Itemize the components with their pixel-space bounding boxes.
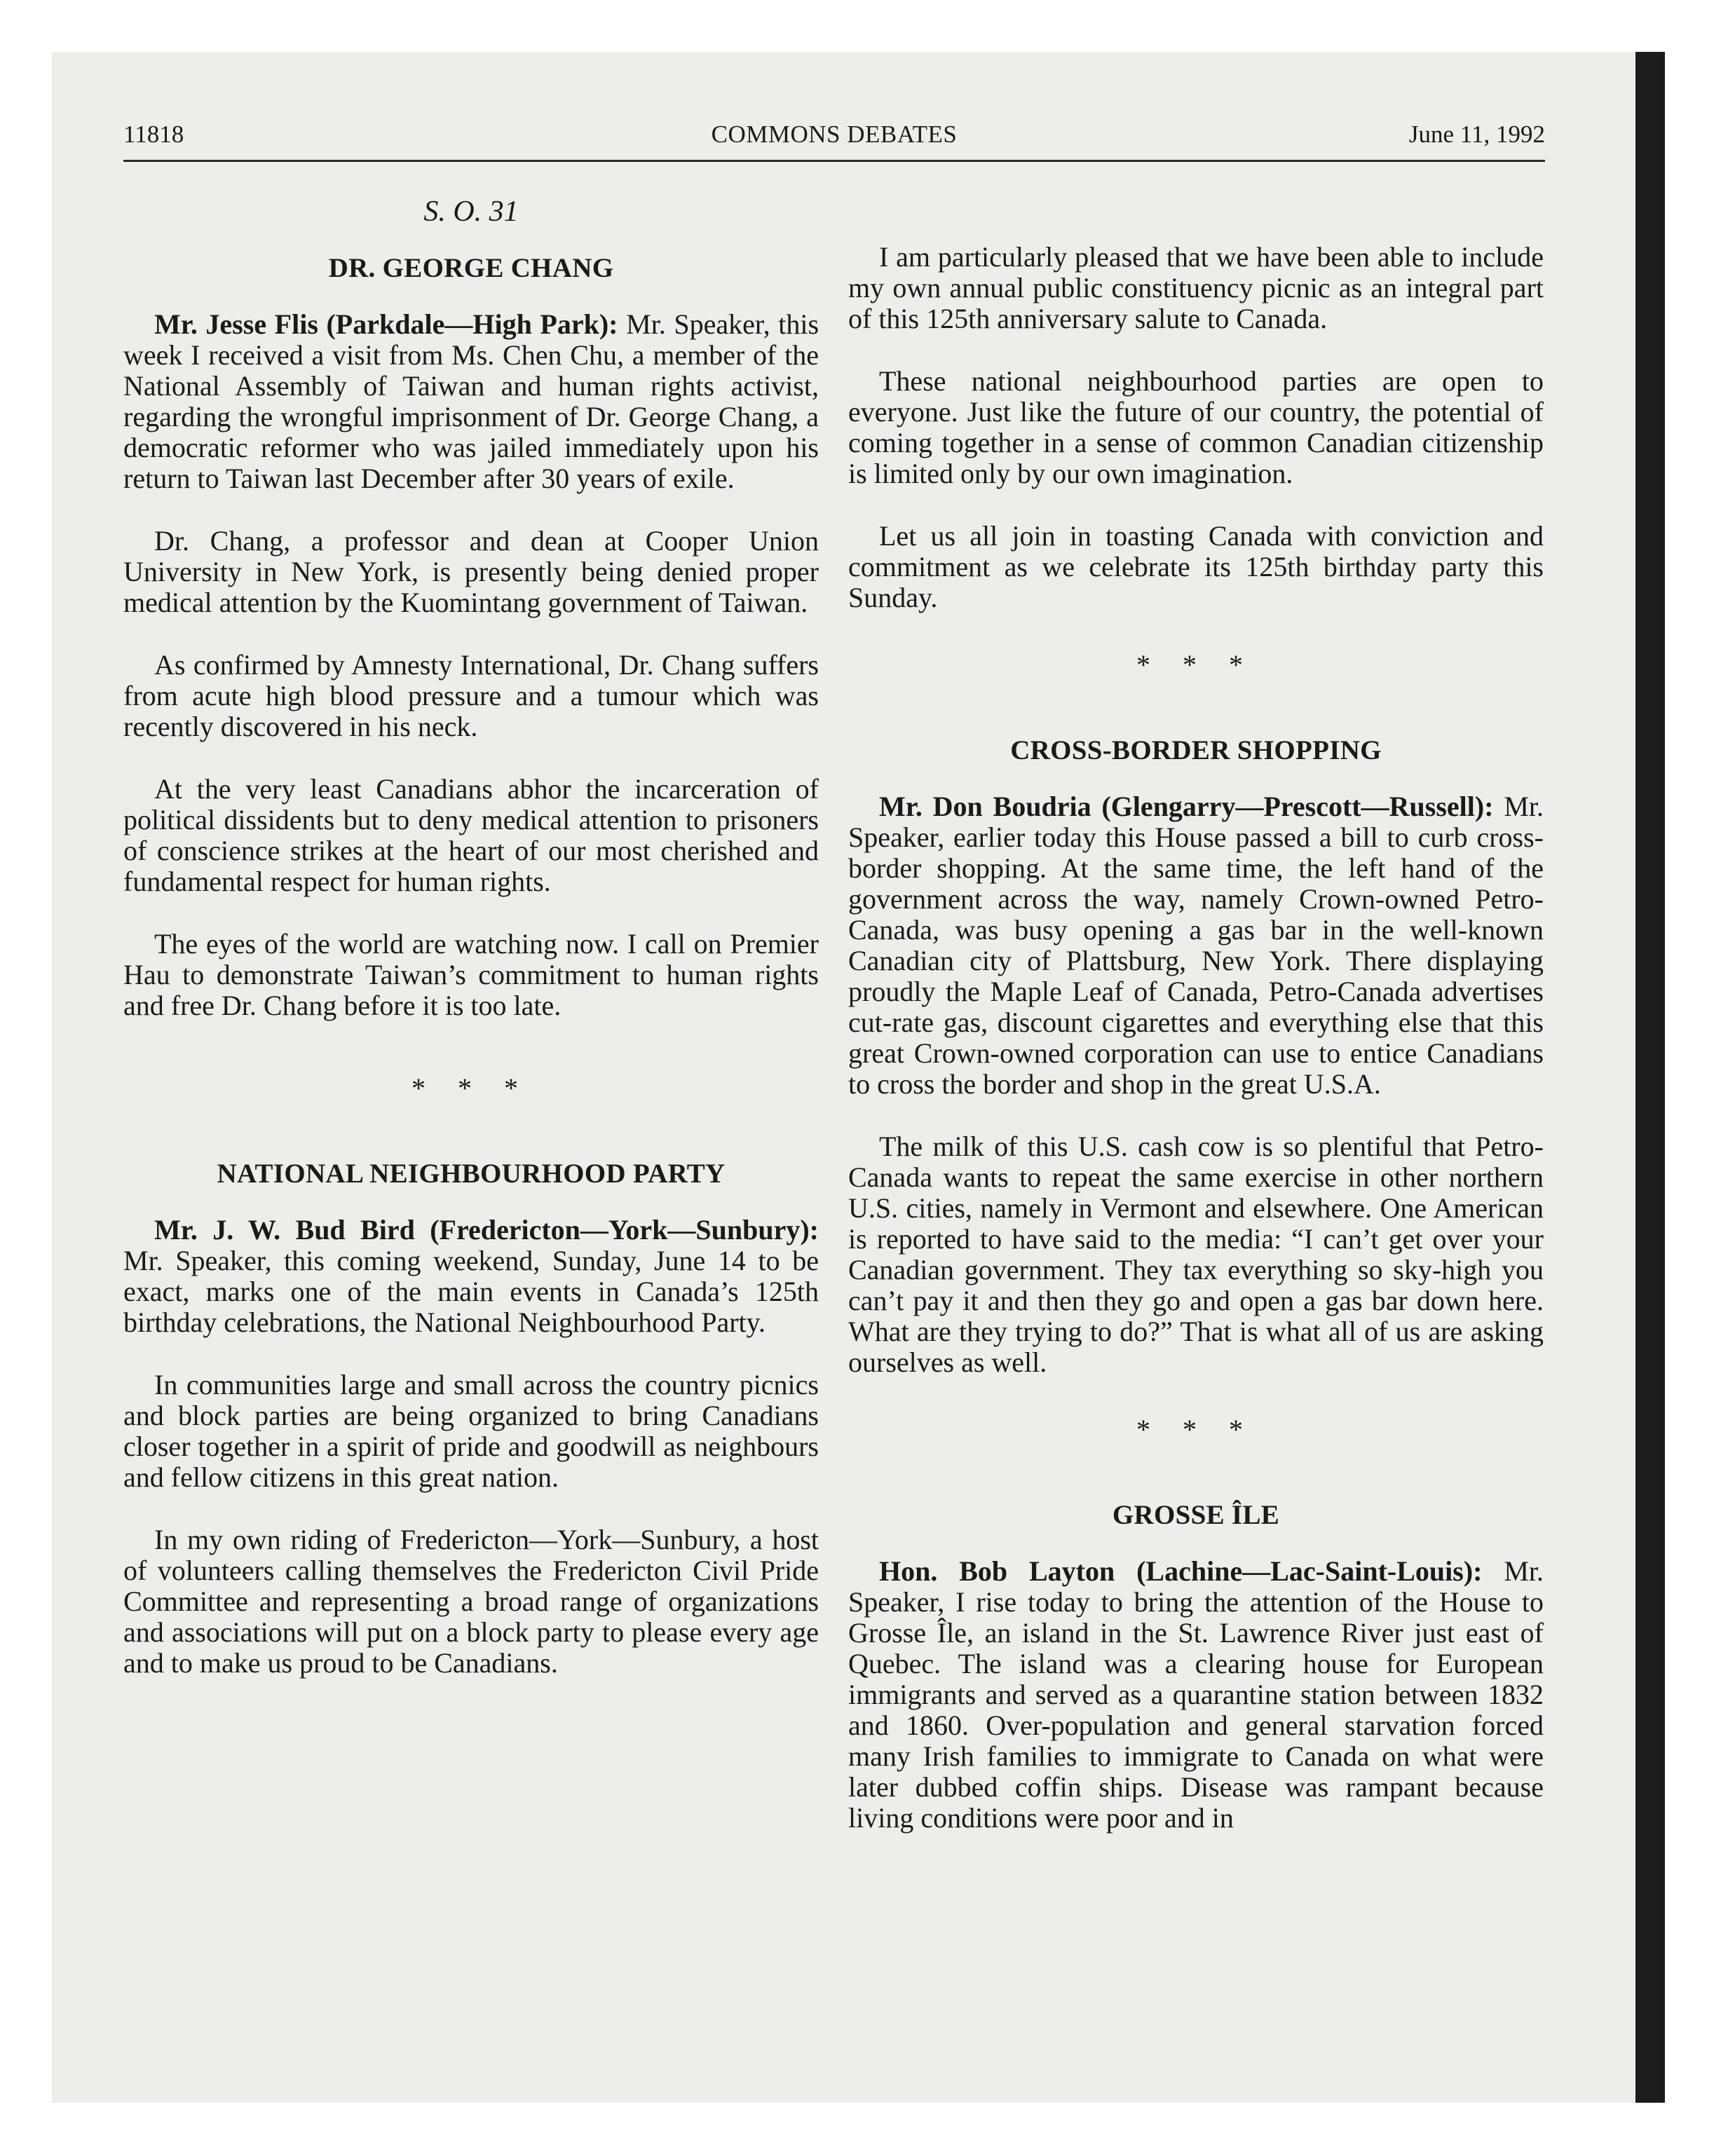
speaker-name: Hon. Bob Layton (Lachine—Lac-Saint-Louis):: [879, 1555, 1483, 1587]
paragraph: At the very least Canadians abhor the incarceration of political dissidents but to deny medical attention to prisoners of conscience strikes at the heart of our most cherished and fundamental respect for human rights.: [123, 773, 819, 897]
paragraph-text: Mr. Speaker, I rise today to bring the attention of the House to Grosse Île, an island in the St. Lawrence River just east of Quebec. The island was a clearing house for European immigrants and served as a quarantine station between 1832 and 1860. Over-population and general starvation forced many Irish families to immigrate to Canada on what were later dubbed coffin ships. Disease was rampant because living conditions were poor and in: [848, 1555, 1544, 1834]
paragraph: The eyes of the world are watching now. I call on Premier Hau to demonstrate Taiwan’s commitment to human rights and free Dr. Chang before it is too late.: [123, 928, 819, 1021]
section-heading: CROSS-BORDER SHOPPING: [1010, 735, 1382, 765]
paragraph: In communities large and small across the country picnics and block parties are being organized to bring Canadians closer together in a spirit of pride and goodwill as neighbours and fellow citizens in this great nation.: [123, 1369, 819, 1493]
paragraph: These national neighbourhood parties are open to everyone. Just like the future of our country, the potential of coming together in a sense of common Canadian citizenship is limited only by our own imagination.: [848, 365, 1544, 489]
paragraph: Let us all join in toasting Canada with conviction and commitment as we celebrate its 125th birthday party this Sunday.: [848, 520, 1544, 613]
scan-edge-shadow: [1635, 52, 1665, 2103]
paragraph: [123, 309, 819, 494]
standing-order-label: S. O. 31: [423, 196, 519, 228]
paragraph: In my own riding of Fredericton—York—Sunbury, a host of volunteers calling themselves the Fredericton Civil Pride Committee and representing a broad range of organizations and associations will put on a block party to please every age and to make us proud to be Canadians.: [123, 1524, 819, 1679]
paragraph-text: Mr. Speaker, this week I received a visit from Ms. Chen Chu, a member of the National Assembly of Taiwan and human rights activist, regarding the wrongful imprisonment of Dr. George Chang, a democratic reformer who was jailed immediately upon his return to Taiwan last December after 30 years of exile.: [123, 308, 819, 494]
speaker-name: Mr. Jesse Flis (Parkdale—High Park):: [154, 308, 618, 340]
section-heading: NATIONAL NEIGHBOURHOOD PARTY: [217, 1159, 726, 1189]
paragraph-text: Mr. Speaker, this coming weekend, Sunday, June 14 to be exact, marks one of the main events in Canada’s 125th birthday celebrations, the National Neighbourhood Party.: [123, 1245, 819, 1338]
paragraph: [848, 1556, 1544, 1834]
section-separator: * * *: [1136, 1414, 1256, 1445]
speaker-name: Mr. J. W. Bud Bird (Fredericton—York—Sunbury):: [154, 1214, 819, 1246]
paragraph-text: Mr. Speaker, earlier today this House passed a bill to curb cross-border shopping. At the same time, the left hand of the government across the way, namely Crown-owned Petro-Canada, was busy opening a gas bar in the well-known Canadian city of Plattsburg, New York. There displaying proudly the Maple Leaf of Canada, Petro-Canada advertises cut-rate gas, discount cigarettes and everything else that this great Crown-owned corporation can use to entice Canadians to cross the border and shop in the great U.S.A.: [848, 791, 1544, 1100]
page-date: June 11, 1992: [1408, 121, 1545, 148]
speaker-name: Mr. Don Boudria (Glengarry—Prescott—Russell):: [879, 791, 1494, 822]
paragraph: Dr. Chang, a professor and dean at Cooper Union University in New York, is presently being denied proper medical attention by the Kuomintang government of Taiwan.: [123, 525, 819, 618]
section-separator: * * *: [411, 1072, 531, 1104]
paragraph: The milk of this U.S. cash cow is so plentiful that Petro-Canada wants to repeat the same exercise in other northern U.S. cities, namely in Vermont and elsewhere. One American is reported to have said to the media: “I can’t get over your Canadian government. They tax everything so sky-high you can’t pay it and then they go and open a gas bar down here. What are they trying to do?” That is what all of us are asking ourselves as well.: [848, 1131, 1544, 1378]
running-title: COMMONS DEBATES: [711, 121, 958, 148]
paragraph: [123, 1215, 819, 1338]
paragraph: [848, 791, 1544, 1100]
section-separator: * * *: [1136, 649, 1256, 681]
left-column: [123, 182, 819, 1710]
page-header: [123, 121, 1545, 162]
page-number: 11818: [123, 121, 184, 148]
paragraph: I am particularly pleased that we have been able to include my own annual public constituency picnic as an integral part of this 125th anniversary salute to Canada.: [848, 241, 1544, 334]
paragraph: As confirmed by Amnesty International, Dr. Chang suffers from acute high blood pressure and a tumour which was recently discovered in his neck.: [123, 649, 819, 742]
section-heading: DR. GEORGE CHANG: [328, 253, 614, 283]
right-column: [848, 242, 1544, 1865]
section-heading: GROSSE ÎLE: [1112, 1500, 1280, 1530]
